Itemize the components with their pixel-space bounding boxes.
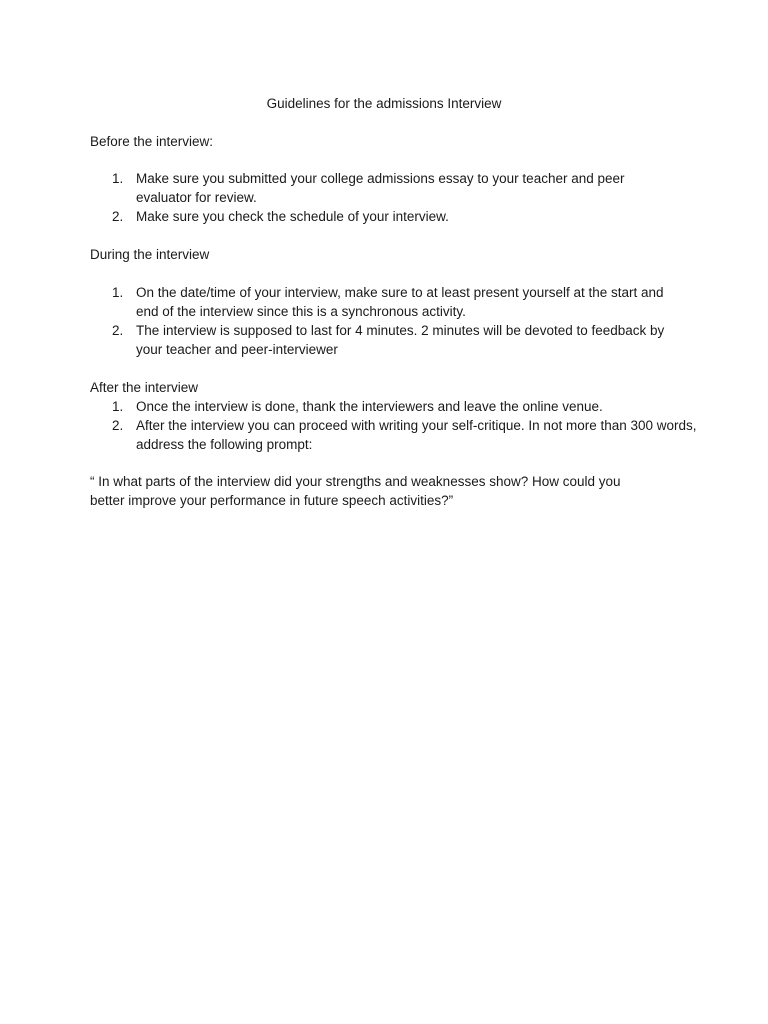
- section-heading-during: During the interview: [90, 247, 210, 262]
- list-number: 2.: [112, 418, 124, 433]
- list-number: 1.: [112, 285, 124, 300]
- list-item: [90, 283, 666, 321]
- list-item: [90, 169, 646, 207]
- list-item: [90, 416, 706, 454]
- list-item-text: On the date/time of your interview, make sure to at least present yourself at the start and end of the interview since this is a synchronous activity.: [136, 285, 664, 319]
- section-heading-before: Before the interview:: [90, 134, 214, 149]
- list-item-text: Make sure you submitted your college admissions essay to your teacher and peer evaluator for review.: [136, 171, 625, 205]
- list-item-text: The interview is supposed to last for 4 minutes. 2 minutes will be devoted to feedback by your teacher and peer-interviewer: [136, 323, 665, 357]
- list-number: 2.: [112, 323, 124, 338]
- during-interview-list: [90, 283, 690, 359]
- list-item-text: Make sure you check the schedule of your interview.: [136, 209, 449, 224]
- self-critique-prompt: “ In what parts of the interview did your strengths and weaknesses show? How could you better improve your performance in future speech activities?”: [90, 474, 621, 508]
- list-number: 1.: [112, 399, 124, 414]
- before-interview-list: [90, 169, 690, 226]
- after-interview-list: [90, 397, 697, 454]
- list-item-text: After the interview you can proceed with writing your self-critique. In not more than 300 words, address the following prompt:: [136, 418, 697, 452]
- section-heading-after: After the interview: [90, 380, 199, 395]
- list-number: 1.: [112, 171, 124, 186]
- document-title: Guidelines for the admissions Interview: [266, 96, 502, 111]
- list-item: [90, 207, 690, 226]
- list-item: [90, 321, 676, 359]
- list-item-text: Once the interview is done, thank the interviewers and leave the online venue.: [136, 399, 603, 414]
- list-number: 2.: [112, 209, 124, 224]
- list-item: [90, 397, 690, 416]
